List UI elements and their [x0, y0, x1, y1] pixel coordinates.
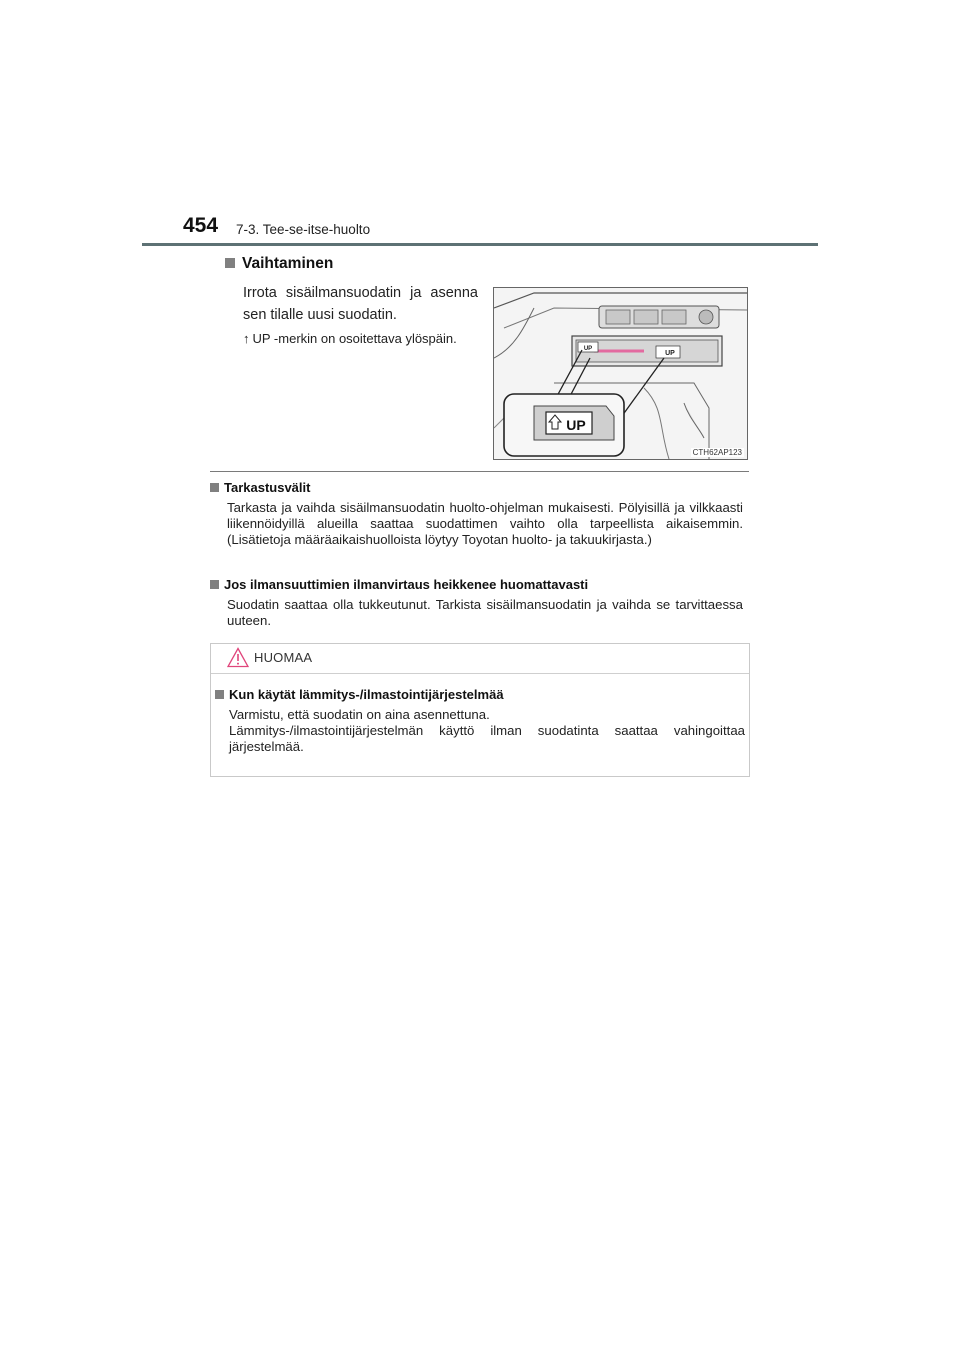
up-arrow-icon: ↑	[243, 331, 250, 346]
caution-line-2: Lämmitys-/ilmastointijärjestelmän käyttö ilman suodatinta saattaa vahingoittaa järjestelmää.	[229, 723, 745, 754]
header-divider	[142, 243, 818, 246]
airflow-weak-body: Suodatin saattaa olla tukkeutunut. Tarkista sisäilmansuodatin ja vaihda se tarvittaessa uuteen.	[227, 597, 743, 628]
section-title: 7-3. Tee-se-itse-huolto	[236, 222, 371, 237]
inspection-interval-heading	[210, 480, 310, 495]
caution-line-1: Varmistu, että suodatin on aina asennettuna.	[229, 707, 490, 722]
replacement-heading-text: Vaihtaminen	[242, 255, 334, 272]
page-number: 454	[183, 214, 219, 237]
replacement-heading	[225, 255, 333, 273]
inspection-interval-body: Tarkasta ja vaihda sisäilmansuodatin huolto-ohjelman mukaisesti. Pölyisillä ja vilkkaasti liikennöidyillä alueilla saattaa suodattimen vaihto olla tarpeellista aikaisemmin. (Lisätietoja määräaikaishuolloista löytyy Toyotan huolto- ja takuukirjasta.)	[227, 500, 743, 547]
caution-header	[211, 644, 749, 674]
square-bullet-icon	[215, 690, 224, 699]
caution-box	[210, 643, 750, 777]
caution-title: HUOMAA	[254, 650, 313, 665]
square-bullet-icon	[210, 483, 219, 492]
small-up-label-left: UP	[583, 346, 593, 352]
warning-triangle-icon	[227, 647, 249, 668]
square-bullet-icon	[210, 580, 219, 589]
section-divider	[210, 471, 749, 472]
caution-heading-text: Kun käytät lämmitys-/ilmastointijärjestelmää	[229, 687, 504, 702]
small-up-label-right: UP	[665, 350, 675, 357]
replacement-instruction: Irrota sisäilmansuodatin ja asenna sen tilalle uusi suodatin.	[243, 285, 478, 323]
filter-drawing	[494, 288, 747, 459]
inspection-interval-heading-text: Tarkastusvälit	[224, 480, 311, 495]
airflow-weak-heading	[210, 577, 588, 592]
replacement-note-text: UP -merkin on osoitettava ylöspäin.	[252, 331, 457, 346]
square-bullet-icon	[225, 258, 235, 268]
airflow-weak-heading-text: Jos ilmansuuttimien ilmanvirtaus heikkenee huomattavasti	[224, 577, 589, 592]
caution-heading	[215, 687, 504, 702]
filter-illustration	[493, 287, 748, 460]
caution-body	[229, 707, 745, 755]
replacement-note	[243, 331, 478, 347]
large-up-label: UP	[566, 417, 586, 433]
figure-code: CTH62AP123	[692, 448, 742, 457]
